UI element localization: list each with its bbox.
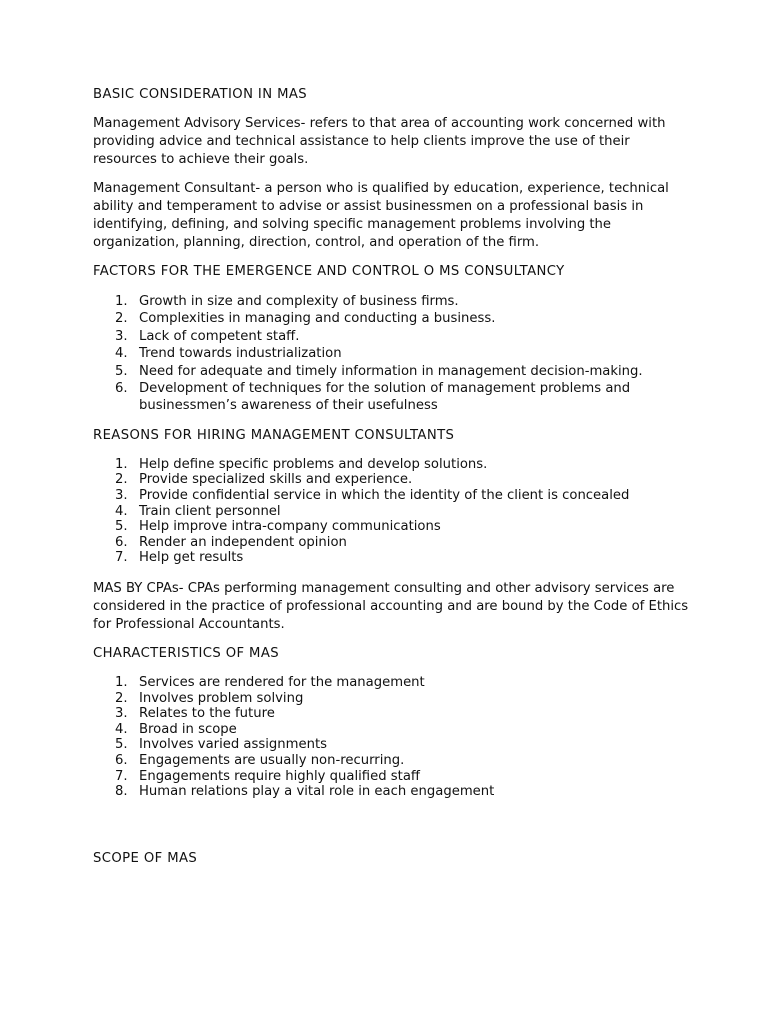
list-item-text: Need for adequate and timely information in management decision-making.	[139, 363, 643, 379]
paragraph-mas-by-cpas: MAS BY CPAs- CPAs performing management consulting and other advisory services are considered in the practice of professional accounting and are bound by the Code of Ethics for Professional Accountants.	[93, 581, 689, 632]
list-item	[93, 706, 693, 722]
paragraph-consultant-definition: Management Consultant- a person who is qualified by education, experience, technical ability and temperament to advise or assist businessmen on a professional basis in identifying, defining, and solving specific management problems involving the organization, planning, direction, control, and operation of the firm.	[93, 181, 669, 250]
list-item-number: 2.	[115, 472, 128, 488]
list-item-text: Lack of competent staff.	[139, 328, 300, 344]
list-item-number: 1.	[115, 675, 128, 690]
list-item-text: Provide confidential service in which the identity of the client is concealed	[139, 488, 630, 504]
list-item-text: Engagements are usually non-recurring.	[139, 752, 405, 768]
list-item	[93, 488, 693, 504]
list-item-text: Growth in size and complexity of business firms.	[139, 294, 459, 309]
list-item-number: 6.	[115, 381, 128, 397]
list-item-number: 6.	[115, 534, 128, 550]
heading-basic-consideration: BASIC CONSIDERATION IN MAS	[93, 87, 308, 102]
list-item-number: 7.	[115, 550, 128, 566]
list-item-text: Services are rendered for the management	[139, 675, 425, 690]
list-item-number: 2.	[115, 690, 128, 706]
list-item-text: Broad in scope	[139, 721, 237, 737]
list-item	[93, 310, 693, 327]
list-item	[93, 675, 693, 691]
list-item	[93, 345, 693, 362]
list-item	[93, 457, 693, 473]
list-item	[93, 535, 693, 551]
list-item-number: 5.	[115, 519, 128, 535]
list-item-number: 6.	[115, 752, 128, 768]
list-item-text: Render an independent opinion	[139, 534, 347, 550]
heading-scope: SCOPE OF MAS	[93, 850, 198, 866]
list-item	[93, 519, 693, 535]
list-item	[93, 769, 693, 785]
list-item-text: Engagements require highly qualified staff	[139, 768, 420, 784]
list-item	[93, 550, 693, 566]
list-item-text: Relates to the future	[139, 706, 275, 722]
list-item-number: 4.	[115, 346, 128, 362]
list-item-text: Help improve intra-company communications	[139, 519, 441, 535]
list-item-number: 3.	[115, 488, 128, 504]
list-item-text: Involves problem solving	[139, 690, 304, 706]
list-item-number: 4.	[115, 721, 128, 737]
list-item-number: 2.	[115, 311, 128, 327]
list-item	[93, 472, 693, 488]
list-item-number: 1.	[115, 456, 128, 472]
list-item	[93, 380, 693, 415]
list-item-number: 7.	[115, 768, 128, 784]
list-item	[93, 722, 693, 738]
list-factors	[93, 293, 693, 415]
list-item	[93, 293, 693, 310]
list-item	[93, 691, 693, 707]
list-item-text: Development of techniques for the solution of management problems and businessmen’s awareness of their usefulness	[139, 381, 631, 414]
list-item-number: 8.	[115, 784, 128, 800]
heading-reasons: REASONS FOR HIRING MANAGEMENT CONSULTANTS	[93, 427, 455, 443]
list-item	[93, 784, 693, 800]
list-item-text: Help get results	[139, 550, 244, 566]
list-item	[93, 737, 693, 753]
list-item-text: Trend towards industrialization	[139, 346, 342, 362]
list-item-number: 3.	[115, 706, 128, 722]
heading-characteristics: CHARACTERISTICS OF MAS	[93, 646, 280, 661]
list-item	[93, 328, 693, 345]
list-item	[93, 363, 693, 380]
document-body	[93, 86, 693, 868]
heading-factors: FACTORS FOR THE EMERGENCE AND CONTROL O MS CONSULTANCY	[93, 264, 565, 279]
list-characteristics	[93, 675, 693, 800]
list-reasons	[93, 457, 693, 566]
list-item-text: Help define specific problems and develop solutions.	[139, 456, 488, 472]
list-item	[93, 504, 693, 520]
list-item-text: Involves varied assignments	[139, 737, 327, 753]
list-item-text: Human relations play a vital role in each engagement	[139, 784, 495, 800]
list-item-number: 5.	[115, 737, 128, 753]
list-item-text: Complexities in managing and conducting a business.	[139, 311, 496, 327]
list-item-number: 3.	[115, 328, 128, 344]
list-item-text: Train client personnel	[139, 503, 281, 519]
list-item-number: 5.	[115, 363, 128, 379]
list-item-number: 4.	[115, 503, 128, 519]
list-item-text: Provide specialized skills and experience.	[139, 472, 413, 488]
list-item-number: 1.	[115, 294, 128, 309]
list-item	[93, 753, 693, 769]
paragraph-mas-definition: Management Advisory Services- refers to that area of accounting work concerned with providing advice and technical assistance to help clients improve the use of their resources to achieve their goals.	[93, 116, 666, 167]
